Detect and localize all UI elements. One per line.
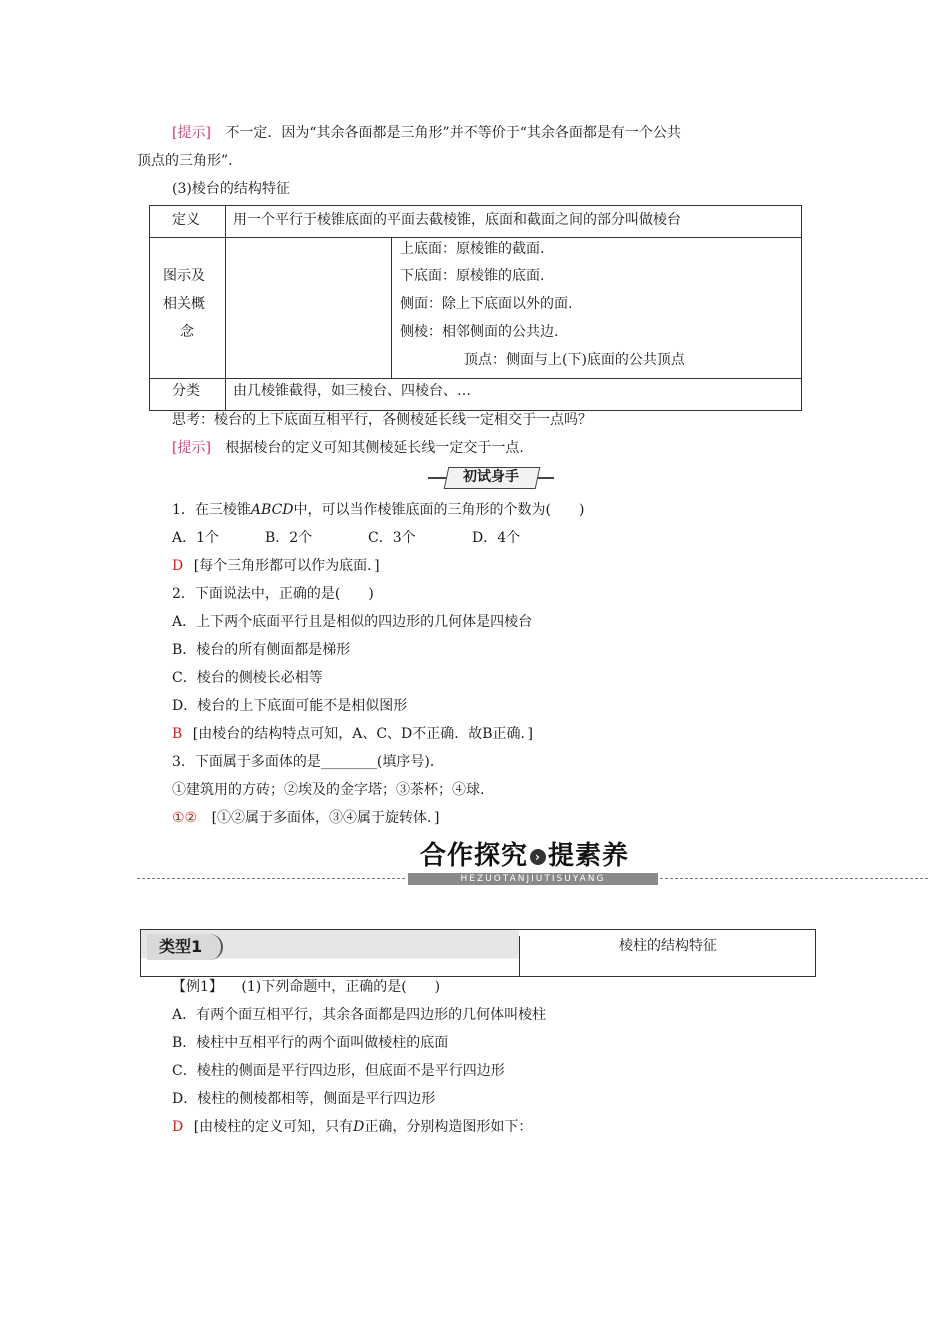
section-title: (3)棱台的结构特征 [172,181,290,197]
example-tag: 【例1】 [172,979,223,995]
hint-tag: [提示] [172,125,211,141]
table-definition-label: 定义 [172,212,200,228]
type-topic: 棱柱的结构特征 [619,938,717,954]
concept-item: 上底面：原棱锥的截面. [400,241,545,257]
question-1-option: B．2个 [265,530,313,546]
question-2-answer [172,724,533,744]
banner-divider [660,878,928,879]
table-figure-label: 图示及 [163,268,205,284]
section-banner-title [420,838,629,874]
question-2-option: B．棱台的所有侧面都是梯形 [172,642,351,658]
table-class-label: 分类 [172,383,200,399]
question-3-items: ①建筑用的方砖；②埃及的金字塔；③茶杯；④球. [172,782,485,798]
hint-line-3 [172,438,524,458]
table-rule [149,237,801,238]
answer-letter: B [172,726,183,742]
question-1-stem [172,500,584,520]
badge-label: 初试身手 [463,469,519,485]
explanation-part: D [353,1119,365,1135]
question-2-option: C．棱台的侧棱长必相等 [172,670,323,686]
concept-item: 侧棱：相邻侧面的公共边. [400,324,559,340]
question-number: 2． [172,586,195,602]
banner-left-text: 合作探究 [420,841,529,871]
answer-explanation: [①②属于多面体，③④属于旋转体．] [211,810,440,826]
question-2-stem [172,584,374,604]
question-number: 1． [172,502,195,518]
table-figure-label: 相关概 [163,296,205,312]
question-3-stem [172,752,444,772]
hint-line-1 [172,123,681,143]
hint-text: 根据棱台的定义可知其侧棱延长线一定交于一点. [225,440,524,456]
question-text: 下面说法中，正确的是( ) [194,586,374,602]
explanation-part: [由棱柱的定义可知，只有 [193,1119,354,1135]
question-number: 3． [172,754,195,770]
table-definition-text: 用一个平行于棱锥底面的平面去截棱锥，底面和截面之间的部分叫做棱台 [233,212,681,228]
question-text: ABCD [250,502,294,518]
question-2-option: D．棱台的上下底面可能不是相似图形 [172,698,408,714]
hint-text: 不一定．因为“其余各面都是三角形”并不等价于“其余各面都是有一个公共 [225,125,681,141]
banner-right-text: 提素养 [548,841,630,871]
table-class-text: 由几棱锥截得，如三棱台、四棱台、… [233,383,471,399]
think-question: 思考：棱台的上下底面互相平行，各侧棱延长线一定相交于一点吗？ [172,412,592,428]
concept-item: 侧面：除上下底面以外的面. [400,296,573,312]
explanation-part: 正确，分别构造图形如下： [364,1119,533,1135]
example-1-stem [172,977,440,997]
table-rule [391,237,392,379]
table-figure-label: 念 [180,324,194,340]
question-text: 中，可以当作棱锥底面的三角形的个数为( ) [293,502,585,518]
question-1-option: C．3个 [368,530,416,546]
answer-explanation: [由棱台的结构特点可知，A、C、D不正确．故B正确．] [192,726,534,742]
hint-line-2: 顶点的三角形”． [137,153,243,169]
hint-tag: [提示] [172,440,211,456]
example-1-option: A．有两个面互相平行，其余各面都是四边形的几何体叫棱柱 [172,1007,547,1023]
chevron-right-icon: › [530,849,546,865]
answer-explanation: [每个三角形都可以作为底面．] [193,558,380,574]
section-badge [428,467,554,489]
type-label: 类型1 [147,934,223,960]
type-header-box [140,929,816,977]
question-text: 下面属于多面体的是________(填序号)． [194,754,444,770]
table-rule [225,205,226,410]
question-1-option: D．4个 [472,530,521,546]
concept-item: 顶点：侧面与上(下)底面的公共顶点 [464,352,685,368]
example-1-option: C．棱柱的侧面是平行四边形，但底面不是平行四边形 [172,1063,505,1079]
question-1-option: A．1个 [172,530,220,546]
banner-pinyin: HEZUOTANJIUTISUYANG [408,873,658,885]
example-1-option: D．棱柱的侧棱都相等，侧面是平行四边形 [172,1091,436,1107]
answer-letter: ①② [172,810,198,826]
question-2-option: A．上下两个底面平行且是相似的四边形的几何体是四棱台 [172,614,533,630]
question-text: 在三棱锥 [194,502,251,518]
concept-item: 下底面：原棱锥的底面. [400,268,545,284]
example-text: (1)下列命题中，正确的是( ) [241,979,441,995]
question-1-answer [172,556,380,576]
answer-letter: D [172,558,184,574]
answer-explanation [194,1119,533,1135]
banner-divider [137,878,405,879]
example-1-option: B．棱柱中互相平行的两个面叫做棱柱的底面 [172,1035,449,1051]
question-3-answer [172,808,440,828]
table-rule [149,378,801,379]
example-1-answer [172,1117,532,1137]
answer-letter: D [172,1119,184,1135]
